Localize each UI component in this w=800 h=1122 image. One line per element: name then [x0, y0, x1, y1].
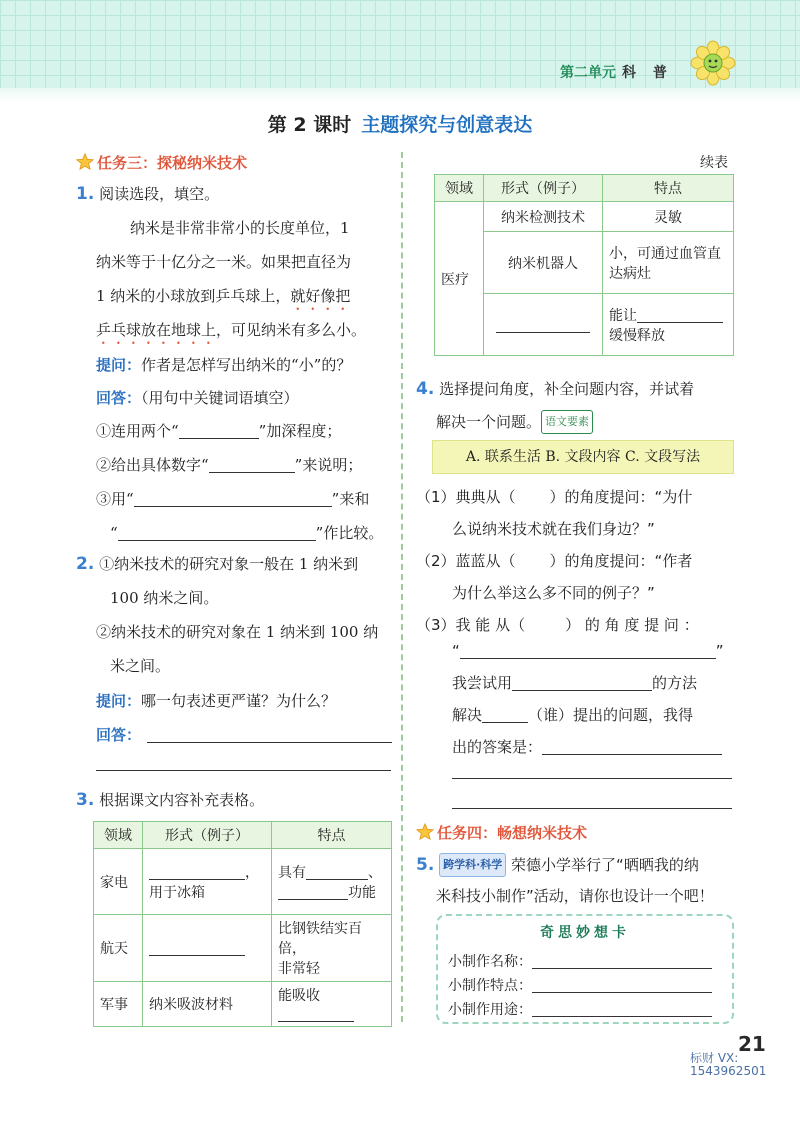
table-header: 特点 — [603, 175, 734, 202]
star-icon — [76, 153, 94, 171]
task3-title — [76, 152, 247, 173]
answer-blank[interactable] — [542, 738, 722, 755]
table-cell: 纳米吸波材料 — [143, 982, 272, 1027]
q1-item-1-pre: ①连用两个“ — [96, 422, 179, 440]
q4-item-3b — [452, 640, 734, 662]
answer-blank[interactable] — [147, 726, 392, 743]
q1-number: 1. — [76, 184, 95, 204]
q1-item-4 — [110, 522, 383, 544]
table-header-row — [435, 175, 734, 202]
q5-line-1 — [416, 853, 699, 877]
q2-answer — [96, 724, 392, 746]
answer-blank[interactable] — [496, 316, 590, 333]
table-header: 形式（例子） — [484, 175, 603, 202]
cross-subject-tag: 跨学科·科学 — [439, 853, 506, 877]
passage-line-3-text: 1 纳米的小球放到乒乓球上， — [96, 287, 291, 305]
watermark-line-1: 标财 VX: — [690, 1051, 739, 1065]
q4-item-3e — [452, 736, 722, 758]
q5-text-1: 荣德小学举行了“晒晒我的纳 — [511, 856, 699, 874]
answer-blank[interactable] — [512, 674, 652, 691]
q1-ask — [96, 354, 351, 376]
table-cell-text: 比钢铁结实百倍， — [278, 921, 362, 957]
answer-blank[interactable] — [149, 863, 245, 880]
task4-title-text: 任务四：畅想纳米技术 — [437, 824, 588, 842]
watermark-line-2: 1543962501 — [690, 1064, 767, 1078]
flower-icon — [690, 40, 736, 86]
lesson-name: 主题探究与创意表达 — [361, 114, 533, 136]
q4-text: （1）典典从（ — [416, 488, 516, 506]
answer-label: 回答： — [96, 726, 142, 744]
q2-s2a: ②纳米技术的研究对象在 1 纳米到 100 纳 — [96, 623, 379, 641]
table-cell-text: 非常轻 — [278, 961, 320, 977]
subject-label: 科 普 — [622, 65, 673, 81]
q1-prompt — [76, 183, 219, 205]
table-cell: 纳米机器人 — [484, 232, 603, 294]
table-row — [94, 849, 392, 915]
lesson-number: 第 2 课时 — [267, 114, 352, 136]
q1-item-1 — [96, 420, 341, 442]
watermark — [690, 1052, 766, 1078]
passage-line-4 — [96, 319, 366, 348]
table-cell-text: 缓慢释放 — [609, 327, 665, 344]
answer-blank[interactable] — [149, 939, 245, 956]
answer-blank[interactable] — [209, 456, 295, 473]
card-field — [448, 974, 732, 998]
card-field — [448, 950, 732, 974]
q2-s1b: 100 纳米之间。 — [110, 589, 219, 607]
table-cell-text: 小，可通过血管直 — [609, 245, 721, 262]
table-header: 形式（例子） — [143, 822, 272, 849]
card-field — [448, 998, 732, 1022]
star-icon — [416, 823, 434, 841]
q1-item-4-post: ”作比较。 — [315, 524, 384, 542]
q4-item-2b: 为什么举这么多不同的例子？” — [452, 584, 655, 602]
task4-title — [416, 822, 587, 843]
answer-line[interactable] — [452, 778, 732, 779]
passage-line-3 — [96, 285, 350, 314]
q4-text: “ — [452, 642, 460, 660]
yuwen-tag: 语文要素 — [541, 410, 593, 434]
table-cell-text: 能让 — [609, 307, 637, 324]
table-cell-text: 达病灶 — [609, 265, 651, 282]
card-field-input[interactable] — [532, 952, 712, 969]
answer-line[interactable] — [96, 770, 391, 771]
q5-line-2: 米科技小制作”活动，请你也设计一个吧！ — [436, 887, 714, 905]
table-cell: 医疗 — [435, 202, 484, 356]
answer-blank[interactable] — [179, 422, 259, 439]
q1-item-2-pre: ②给出具体数字“ — [96, 456, 209, 474]
passage-line-1: 纳米是非常非常小的长度单位，1 — [130, 219, 350, 237]
unit-tag — [560, 62, 673, 82]
passage-dotted-1: 就好像把 — [290, 287, 351, 305]
q1-item-3-post: ”来和 — [331, 490, 370, 508]
answer-blank[interactable] — [118, 524, 316, 541]
passage-line-2: 纳米等于十亿分之一米。如果把直径为 — [96, 253, 352, 271]
lesson-title — [0, 110, 800, 137]
passage-dotted-2: 乒乓球放在地球上 — [96, 321, 217, 339]
q1-item-2-post: ”来说明； — [294, 456, 363, 474]
q1-hint-text: （用句中关键词语填空） — [141, 389, 299, 407]
table-header: 领域 — [435, 175, 484, 202]
q4-text: （3）我 能 从（ — [416, 616, 526, 634]
passage-line-4-text: ，可见纳米有多么小。 — [216, 321, 367, 339]
table-cell: 灵敏 — [603, 202, 734, 232]
q4-prompt-b — [436, 410, 593, 434]
table-header-row — [94, 822, 392, 849]
card-fields — [448, 950, 732, 1022]
table-cell — [272, 982, 392, 1027]
q4-text: （谁）提出的问题，我得 — [528, 706, 694, 724]
q4-number: 4. — [416, 379, 435, 399]
answer-blank[interactable] — [278, 883, 348, 900]
table-cell-text: 具有 — [278, 864, 306, 881]
header-fade — [0, 88, 800, 102]
answer-blank[interactable] — [306, 863, 368, 880]
q1-item-4-pre: “ — [110, 524, 118, 542]
table-cell: 航天 — [94, 915, 143, 982]
q3-number: 3. — [76, 790, 95, 810]
q1-item-3-pre: ③用“ — [96, 490, 134, 508]
answer-label: 回答： — [96, 389, 142, 407]
card-field-input[interactable] — [532, 1000, 712, 1017]
table-cell — [143, 915, 272, 982]
q4-text: 出的答案是： — [452, 738, 543, 756]
q2-ask — [96, 690, 336, 712]
q2-ask-text: 哪一句表述更严谨？为什么？ — [141, 692, 337, 710]
table-cell-text: 功能 — [348, 884, 376, 901]
q3-prompt-text: 根据课文内容补充表格。 — [99, 791, 265, 809]
idea-card — [436, 914, 734, 1024]
table-header: 领域 — [94, 822, 143, 849]
answer-blank[interactable] — [278, 1005, 354, 1022]
q4-text: ）的角度提问：“为什 — [549, 488, 693, 506]
table-cell: 具有 、 功能 — [272, 849, 392, 915]
q2-s1a-text: ①纳米技术的研究对象一般在 1 纳米到 — [99, 555, 359, 573]
answer-line[interactable] — [452, 808, 732, 809]
table-header: 特点 — [272, 822, 392, 849]
table-cell: 纳米检测技术 — [484, 202, 603, 232]
table-cell — [603, 294, 734, 356]
table-cell: ， 用于冰箱 — [143, 849, 272, 915]
q4-item-3a — [416, 614, 699, 636]
answer-blank[interactable] — [134, 490, 332, 507]
q1-answer-hint — [96, 387, 299, 409]
q4-text: 的方法 — [652, 674, 698, 692]
q4-options: A. 联系生活 B. 文段内容 C. 文段写法 — [432, 440, 734, 474]
q4-text: （2）蓝蓝从（ — [416, 552, 516, 570]
q4-text: ）的角度提问：“作者 — [549, 552, 693, 570]
unit-label: 第二单元 — [560, 65, 616, 81]
table-cell-text: 用于冰箱 — [149, 884, 205, 901]
table-cell-text: 能吸收 — [278, 988, 320, 1004]
column-divider — [401, 152, 403, 1022]
q2-s2b: 米之间。 — [110, 657, 171, 675]
q4-item-1b: 么说纳米技术就在我们身边？” — [452, 520, 655, 538]
table-cell — [484, 294, 603, 356]
q1-prompt-text: 阅读选段，填空。 — [99, 185, 220, 203]
q3-prompt — [76, 789, 264, 811]
q4-text: 解决 — [452, 706, 483, 724]
card-field-label: 小制作用途： — [448, 1002, 532, 1018]
answer-blank[interactable] — [637, 306, 723, 323]
answer-blank[interactable] — [460, 642, 716, 659]
table-cell — [603, 232, 734, 294]
q4-text: ） 的 角 度 提 问 ： — [565, 616, 699, 634]
table-row — [435, 202, 734, 232]
page-number: 21 — [738, 1032, 766, 1056]
answer-blank[interactable] — [482, 706, 528, 723]
card-title: 奇思妙想卡 — [540, 925, 630, 941]
cont-table-label: 续表 — [700, 155, 728, 171]
table-cell — [272, 915, 392, 982]
header-band — [0, 0, 800, 88]
q2-s1a — [76, 553, 358, 575]
table-row — [94, 982, 392, 1027]
q4-prompt-a-text: 选择提问角度，补全问题内容，并试着 — [439, 380, 695, 398]
card-field-label: 小制作特点： — [448, 978, 532, 994]
q4-prompt-a — [416, 378, 694, 400]
q4-item-1a — [416, 486, 692, 508]
q1-item-2 — [96, 454, 362, 476]
q4-text: 我尝试用 — [452, 674, 513, 692]
task3-title-text: 任务三：探秘纳米技术 — [97, 154, 248, 172]
card-field-label: 小制作名称： — [448, 954, 532, 970]
table-cell: 家电 — [94, 849, 143, 915]
table-cell: 军事 — [94, 982, 143, 1027]
card-field-input[interactable] — [532, 976, 712, 993]
cont-table — [434, 174, 734, 356]
ask-label: 提问： — [96, 356, 142, 374]
q5-number: 5. — [416, 855, 435, 875]
q2-number: 2. — [76, 554, 95, 574]
q4-text: ” — [715, 642, 724, 660]
q1-ask-text: 作者是怎样写出纳米的“小”的？ — [141, 356, 352, 374]
q3-table — [93, 821, 392, 1027]
q4-item-2a — [416, 550, 692, 572]
q4-item-3d — [452, 704, 693, 726]
q1-item-3 — [96, 488, 369, 510]
q4-prompt-b-text: 解决一个问题。 — [436, 413, 542, 431]
table-row — [94, 915, 392, 982]
q1-item-1-post: ”加深程度； — [258, 422, 342, 440]
ask-label: 提问： — [96, 692, 142, 710]
q4-item-3c — [452, 672, 697, 694]
